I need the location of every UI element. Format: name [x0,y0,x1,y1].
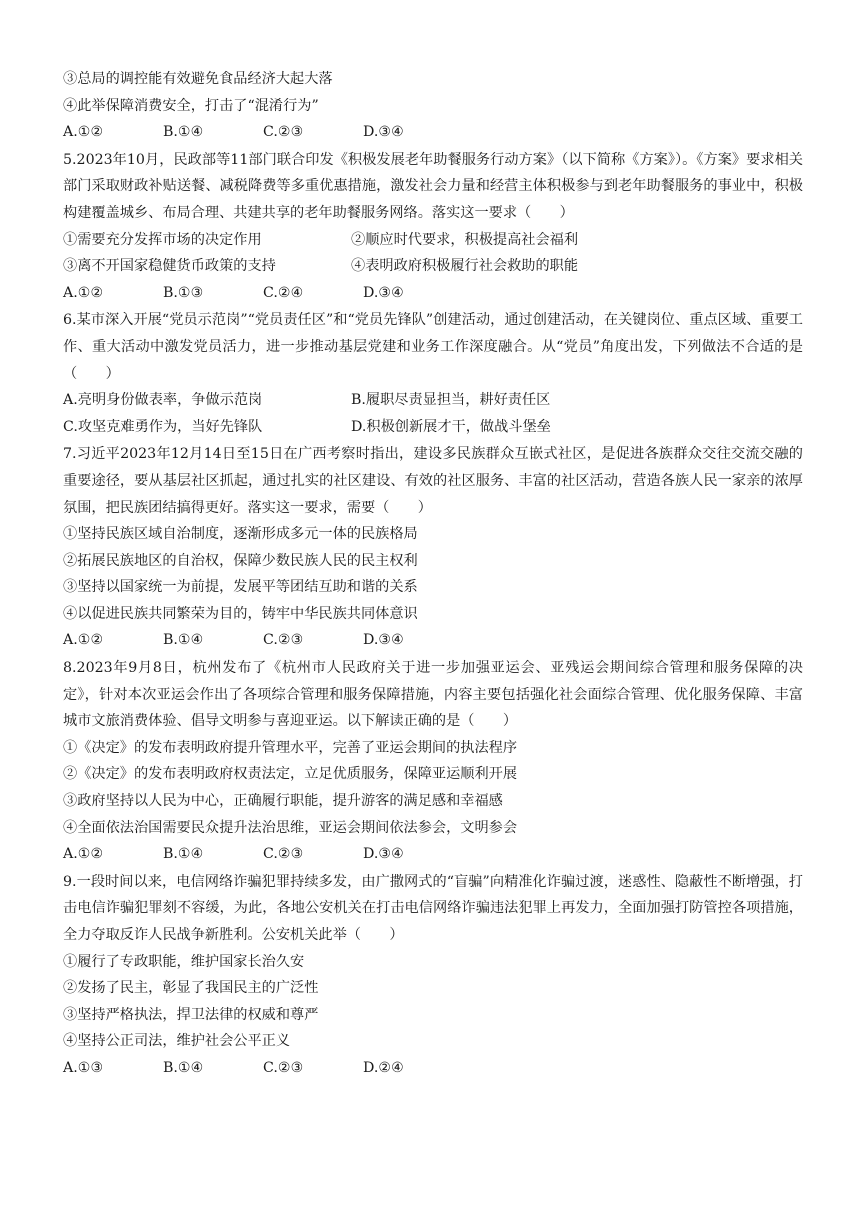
statement: ③政府坚持以人民为中心，正确履行职能，提升游客的满足感和幸福感 [63,793,503,810]
answer-choices [63,414,803,441]
answer-choices [63,841,803,868]
choice-c: C.②③ [263,1059,304,1076]
answer-choices [63,387,803,414]
statement: ①《决定》的发布表明政府提升管理水平，完善了亚运会期间的执法程序 [63,739,518,756]
choice-b: B.①④ [163,1059,204,1076]
choice-d: D.积极创新展才干，做战斗堡垒 [351,418,551,435]
choice-b: B.①④ [163,632,204,649]
choice-a: A.亮明身份做表率，争做示范岗 [63,392,263,409]
exam-content [63,66,803,1082]
statement: ③坚持严格执法，捍卫法律的权威和尊严 [63,1006,319,1023]
question-5 [63,147,803,307]
question-8 [63,655,803,868]
choice-a: A.①② [63,632,104,649]
question-stem: 8.2023年9月8日，杭州发布了《杭州市人民政府关于进一步加强亚运会、亚残运会期间综合管理和服务保障的决定》，针对本次亚运会作出了各项综合管理和服务保障措施，内容主要包括强化社会面综合管理、优化服务保障、丰富城市文旅消费体验、倡导文明参与喜迎亚运。以下解读正确的是（ ） [63,660,803,730]
question-4-tail [63,66,803,146]
statement: ④以促进民族共同繁荣为目的，铸牢中华民族共同体意识 [63,605,418,622]
choice-a: A.①③ [63,1059,104,1076]
statement-row [63,227,803,254]
answer-choices [63,119,803,146]
statement: ②《决定》的发布表明政府权责法定，立足优质服务，保障亚运顺利开展 [63,766,518,783]
statement: ①需要充分发挥市场的决定作用 [63,231,262,248]
choice-b: B.①④ [163,846,204,863]
answer-choices [63,1055,803,1082]
choice-a: A.①② [63,124,104,141]
choice-c: C.②③ [263,846,304,863]
choice-d: D.②④ [363,1059,404,1076]
statement: ①履行了专政职能，维护国家长治久安 [63,953,305,970]
choice-c: C.攻坚克难勇作为，当好先锋队 [63,418,263,435]
statement-row [63,253,803,280]
question-stem: 7.习近平2023年12月14日至15日在广西考察时指出，建设多民族群众互嵌式社区，是促进各族群众交往交流交融的重要途径，要从基层社区抓起，通过扎实的社区建设、有效的社区服务、丰富的社区活动，营造各族人民一家亲的浓厚氛围，把民族团结搞得更好。落实这一要求，需要（ ） [63,446,803,516]
question-6 [63,307,803,440]
choice-b: B.①④ [163,124,204,141]
choice-d: D.③④ [363,124,404,141]
statement: ②发扬了民主，彰显了我国民主的广泛性 [63,980,319,997]
choice-c: C.②④ [263,284,304,301]
statement: ④表明政府积极履行社会救助的职能 [351,258,579,275]
answer-choices [63,627,803,654]
choice-c: C.②③ [263,632,304,649]
statement: ④此举保障消费安全，打击了“混淆行为” [63,97,319,114]
statement: ①坚持民族区域自治制度，逐渐形成多元一体的民族格局 [63,526,418,543]
statement: ③坚持以国家统一为前提，发展平等团结互助和谐的关系 [63,579,418,596]
statement: ②顺应时代要求，积极提高社会福利 [351,231,579,248]
statement: ②拓展民族地区的自治权，保障少数民族人民的民主权利 [63,552,418,569]
choice-d: D.③④ [363,284,404,301]
choice-b: B.履职尽责显担当，耕好责任区 [351,392,551,409]
choice-a: A.①② [63,284,104,301]
statement: ③总局的调控能有效避免食品经济大起大落 [63,71,333,87]
question-stem: 5.2023年10月，民政部等11部门联合印发《积极发展老年助餐服务行动方案》（以下简称《方案》）。《方案》要求相关部门采取财政补贴送餐、减税降费等多重优惠措施，激发社会力量和经营主体积极参与到老年助餐服务的事业中，积极构建覆盖城乡、布局合理、共建共享的老年助餐服务网络。落实这一要求（ ） [63,151,803,221]
statement: ④全面依法治国需要民众提升法治思维，亚运会期间依法参会，文明参会 [63,819,518,836]
question-stem: 6.某市深入开展“党员示范岗”“党员责任区”和“党员先锋队”创建活动，通过创建活动，在关键岗位、重点区域、重要工作、重大活动中激发党员活力，进一步推动基层党建和业务工作深度融合。从“党员”角度出发，下列做法不合适的是（ ） [63,312,803,382]
choice-c: C.②③ [263,124,304,141]
question-9 [63,869,803,1082]
answer-choices [63,280,803,307]
question-stem: 9.一段时间以来，电信网络诈骗犯罪持续多发，由广撒网式的“盲骗”向精准化诈骗过渡，迷惑性、隐蔽性不断增强，打击电信诈骗犯罪刻不容缓，为此，各地公安机关在打击电信网络诈骗违法犯罪上再发力，全面加强打防管控各项措施，全力夺取反诈人民战争新胜利。公安机关此举（ ） [63,873,803,943]
statement: ③离不开国家稳健货币政策的支持 [63,258,276,275]
choice-b: B.①③ [163,284,204,301]
statement: ④坚持公正司法，维护社会公平正义 [63,1033,291,1050]
choice-d: D.③④ [363,632,404,649]
choice-a: A.①② [63,846,104,863]
question-7 [63,441,803,654]
choice-d: D.③④ [363,846,404,863]
